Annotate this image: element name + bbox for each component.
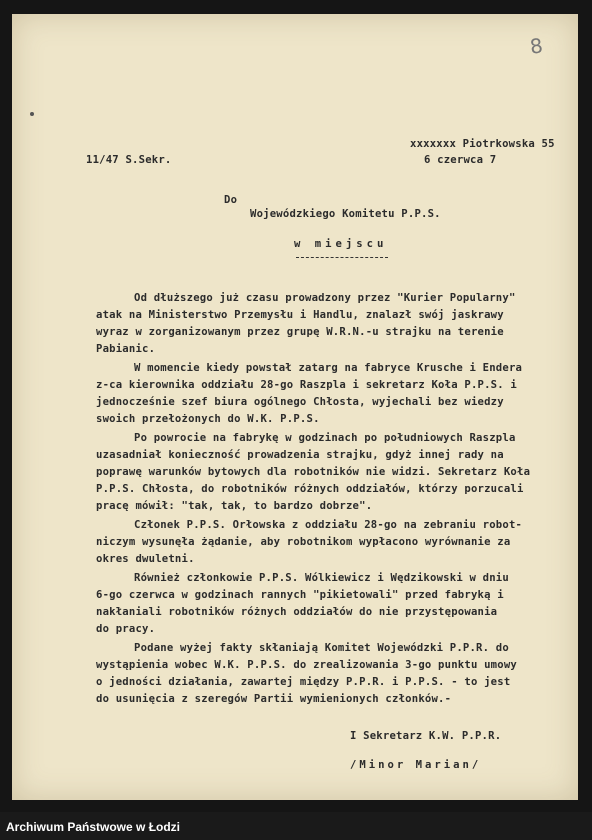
body-line: atak na Ministerstwo Przemysłu i Handlu, znalazł swój jaskrawy: [96, 309, 504, 321]
signature-name: /Minor Marian/: [350, 759, 482, 771]
body-line: Po powrocie na fabrykę w godzinach po południowych Raszpla: [134, 432, 516, 444]
body-line: nakłaniali robotników różnych oddziałów do nie przystępowania: [96, 606, 498, 618]
punch-hole: [30, 112, 34, 116]
signature-title: I Sekretarz K.W. P.P.R.: [350, 730, 502, 742]
body-line: Również członkowie P.P.S. Wólkiewicz i Wędzikowski w dniu: [134, 572, 509, 584]
document-page: [12, 14, 578, 800]
body-line: z-ca kierownika oddziału 28-go Raszpla i sekretarz Koła P.P.S. i: [96, 379, 517, 391]
body-line: pracę mówił: "tak, tak, to bardzo dobrze".: [96, 500, 373, 512]
body-line: Pabianic.: [96, 343, 156, 355]
document-date: 6 czerwca 7: [424, 154, 497, 166]
body-line: do pracy.: [96, 623, 156, 635]
body-line: Członek P.P.S. Orłowska z oddziału 28-go na zebraniu robot-: [134, 519, 523, 531]
archive-footer: [0, 812, 592, 840]
body-line: W momencie kiedy powstał zatarg na fabryce Krusche i Endera: [134, 362, 523, 374]
body-line: poprawę warunków bytowych dla robotników nie widzi. Sekretarz Koła: [96, 466, 531, 478]
place-underline: [296, 257, 388, 258]
place: w miejscu: [294, 238, 388, 250]
body-line: okres dwuletni.: [96, 553, 195, 565]
recipient: Wojewódzkiego Komitetu P.P.S.: [250, 208, 441, 220]
body-line: wystąpienia wobec W.K. P.P.S. do zrealizowania 3-go punktu umowy: [96, 659, 517, 671]
body-line: o jedności działania, zawartej między P.P.R. i P.P.S. - to jest: [96, 676, 511, 688]
body-line: P.P.S. Chłosta, do robotników różnych oddziałów, którzy porzucali: [96, 483, 524, 495]
reference-number: 11/47 S.Sekr.: [86, 154, 172, 166]
to-label: Do: [224, 194, 238, 206]
body-line: niczym wysunęła żądanie, aby robotnikom wypłacono wyrównanie za: [96, 536, 511, 548]
body-line: wyraz w zorganizowanym przez grupę W.R.N.-u strajku na terenie: [96, 326, 504, 338]
body-line: do usunięcia z szeregów Partii wymienionych członków.-: [96, 693, 452, 705]
body-line: swoich przełożonych do W.K. P.P.S.: [96, 413, 320, 425]
body-line: jednocześnie szef biura ogólnego Chłosta, wyjechali bez wiedzy: [96, 396, 504, 408]
page-number-mark: 8: [528, 33, 545, 59]
body-line: 6-go czerwca w godzinach rannych "pikietowali" przed fabryką i: [96, 589, 504, 601]
body-line: uzasadniał konieczność prowadzenia strajku, gdyż innej rady na: [96, 449, 504, 461]
sender-address: xxxxxxx Piotrkowska 55: [410, 138, 555, 150]
body-line: Od dłuższego już czasu prowadzony przez "Kurier Popularny": [134, 292, 516, 304]
body-line: Podane wyżej fakty skłaniają Komitet Wojewódzki P.P.R. do: [134, 642, 509, 654]
archive-name: Archiwum Państwowe w Łodzi: [6, 820, 181, 834]
